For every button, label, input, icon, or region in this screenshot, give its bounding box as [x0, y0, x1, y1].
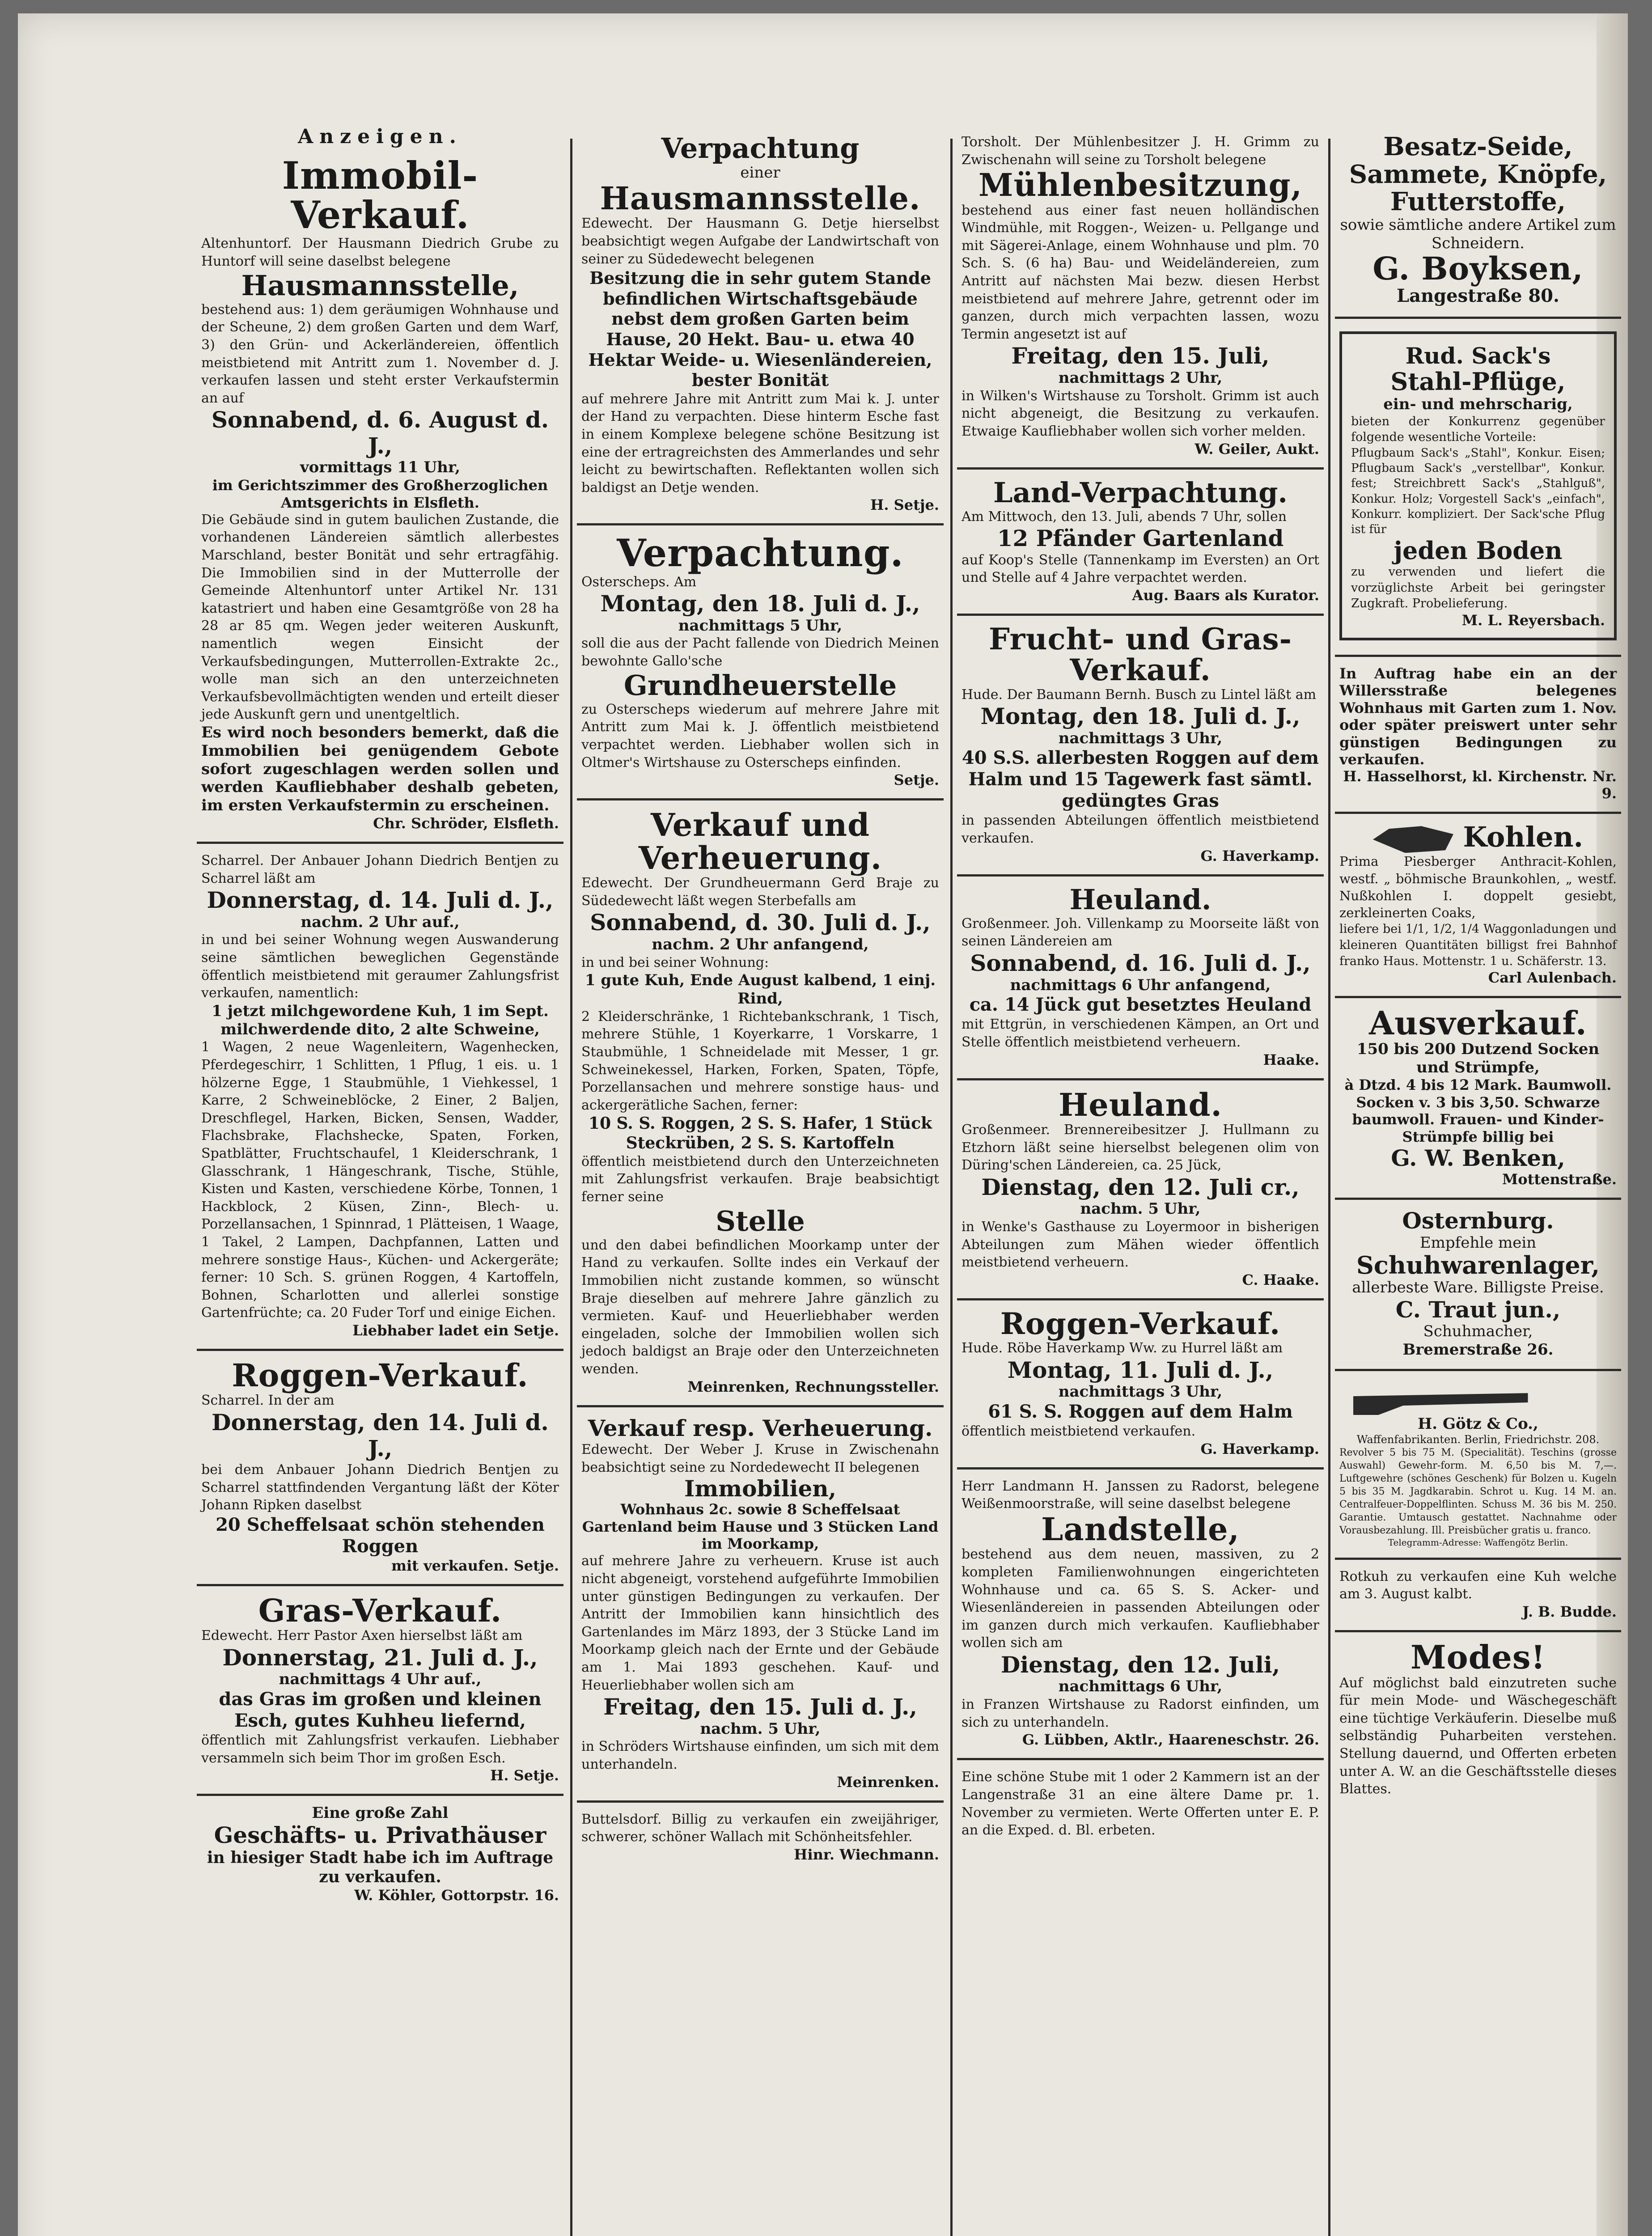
ad-modes	[1335, 1632, 1621, 1808]
ad-highlight: 61 S. S. Roggen auf dem Halm	[988, 1401, 1293, 1423]
ad-text: Hude. Röbe Haverkamp Ww. zu Hurrel läßt am	[962, 1340, 1283, 1356]
ad-text: Prima Piesberger Anthracit-Kohlen, westf. „ böhmische Braunkohlen, „ westf. Nußkohlen I. doppelt gesiebt, zerkleinerten Coaks,	[1339, 854, 1617, 921]
ad-wallach	[577, 1803, 944, 1873]
ad-roggen-verkauf-hude	[957, 1300, 1324, 1469]
ad-highlight: Besitzung die in sehr gutem Stande befindlichen Wirtschaftsgebäude nebst dem großen Garten beim Hause, 20 Hekt. Bau- u. etwa 40 Hektar Weide- u. Wiesenländereien, bester Bonität	[588, 268, 932, 390]
ad-waffen	[1335, 1371, 1621, 1560]
ad-date: Donnerstag, den 14. Juli d. J.,	[212, 1409, 549, 1461]
ad-signature: G. Haverkamp.	[1200, 847, 1319, 864]
ad-text: Pflugbaum Sack's „Stahl", Konkur. Eisen; Pflugbaum Sack's „verstellbar", Konkur. fest; Streichbrett Sack's „Stahlguß", Konkur. Holz; Vorgestell Sack's „einfach", Konkurr. kompliziert. Der Sack'sche Pflug ist für	[1351, 446, 1605, 537]
ad-text: in und bei seiner Wohnung wegen Auswanderung seine sämtlichen beweglichen Gegenstände öffentlich meistbietend mit geraumer Zahlungsfrist verkaufen, namentlich:	[201, 932, 559, 1001]
ad-signature: Aug. Baars als Kurator.	[1132, 586, 1319, 604]
ad-items: 1 gute Kuh, Ende August kalbend, 1 einj. Rind,	[585, 971, 936, 1008]
ad-signature: W. Köhler, Gottorpstr. 16.	[354, 1887, 559, 1904]
ad-date: Dienstag, den 12. Juli,	[1000, 1651, 1280, 1678]
ad-text: mit Ettgrün, in verschiedenen Kämpen, an Ort und Stelle öffentlich meistbietend verheuern.	[962, 1016, 1319, 1050]
ad-auction-scharrel	[197, 844, 563, 1351]
ad-stube	[957, 1760, 1324, 1849]
ad-land-verpachtung	[957, 470, 1324, 616]
column-2	[577, 125, 944, 2236]
ad-text: Altenhuntorf. Der Hausmann Diedrich Grube zu Huntorf will seine daselbst belegene	[201, 236, 559, 269]
ad-title: Roggen-Verkauf.	[1000, 1306, 1281, 1341]
ad-highlight: 12 Pfänder Gartenland	[997, 525, 1284, 552]
ad-text: Osterscheps. Am	[581, 574, 697, 590]
ad-text: in passenden Abteilungen öffentlich meistbietend verkaufen.	[962, 813, 1319, 847]
ad-headline: Hausmannsstelle,	[241, 269, 519, 302]
ad-title-text: Kohlen.	[1463, 821, 1584, 854]
ad-subtitle: ein- und mehrscharig,	[1383, 395, 1573, 413]
ad-signature: W. Geiler, Aukt.	[1195, 440, 1319, 457]
ad-time: nachmittags 3 Uhr,	[1058, 729, 1223, 747]
ad-title: Eine große Zahl	[312, 1804, 449, 1822]
column-rule	[1328, 139, 1330, 2236]
ad-signature: Meinrenken.	[837, 1773, 939, 1791]
ad-immobil-verkauf	[197, 148, 563, 844]
ad-signature: mit verkaufen. Setje.	[391, 1557, 559, 1574]
ad-text: 2 Kleiderschränke, 1 Richtebankschrank, 1 Tisch, mehrere Stühle, 1 Koyerkarre, 1 Vorskarre, 1 Staubmühle, 1 Schneidelade mit Messer, 1 gr. Schweinekessel, Harken, Forken, Spaten, Töpfe, Porzellansachen und mehrere sonstige haus- und ackergerätliche Sachen, ferner:	[581, 1008, 939, 1113]
column-4	[1335, 125, 1621, 2236]
ad-rotkuh	[1335, 1560, 1621, 1632]
section-label: Anzeigen.	[298, 125, 462, 148]
ad-text: Torsholt. Der Mühlenbesitzer J. H. Grimm zu Zwischenahn will seine zu Torsholt belegene	[962, 134, 1319, 168]
ad-title: Mühlenbesitzung,	[978, 166, 1302, 204]
ad-title: Besatz-Seide,	[1383, 132, 1573, 161]
ad-time: nachmittags 6 Uhr anfangend,	[1010, 976, 1271, 994]
ad-highlight: jeden Boden	[1394, 536, 1563, 565]
ad-signature: Hinr. Wiechmann.	[794, 1846, 939, 1863]
ad-signature: Carl Aulenbach.	[1488, 969, 1617, 987]
ad-company: H. Götz & Co.,	[1418, 1415, 1538, 1433]
ad-title	[1339, 822, 1617, 853]
rifle-icon	[1353, 1384, 1603, 1415]
ad-highlight: 20 Scheffelsaat schön stehenden Roggen	[216, 1514, 545, 1557]
ad-text: Herr Landmann H. Janssen zu Radorst, belegene Weißenmoorstraße, will seine daselbst belegene	[962, 1478, 1319, 1512]
ad-gras-verkauf	[197, 1586, 563, 1796]
ad-text: öffentlich mit Zahlungsfrist verkaufen. Liebhaber versammeln sich beim Thor im großen Esch.	[201, 1732, 559, 1766]
ad-kohlen	[1335, 814, 1621, 998]
ad-text: Großenmeer. Joh. Villenkamp zu Moorseite läßt von seinen Ländereien am	[962, 915, 1319, 949]
ad-date: Montag, den 18. Juli d. J.,	[980, 703, 1300, 730]
ad-signature: M. L. Reyersbach.	[1461, 611, 1605, 629]
ad-text: Die Gebäude sind in gutem baulichen Zustande, die vorhandenen Ländereien sämtlich allerbestes Marschland, bester Bonität und sehr ertragfähig. Die Immobilien sind in der Mutterrolle der Gemeinde Altenhuntorf unter Artikel Nr. 131 katastriert und haben eine Gesamtgröße von 28 ha 28 ar 85 qm. Wegen jeder weiteren Auskunft, namentlich wegen Einsicht der Verkaufsbedingungen, Mutterrollen-Extrakte 2c., wolle man sich an den unterzeichneten Verkaufsbevollmächtigten wenden und erteilt dieser jede Auskunft gern und unentgeltlich.	[201, 512, 559, 723]
ad-verpachtung-hausmannsstelle	[577, 125, 944, 525]
ad-street: Langestraße 80.	[1397, 285, 1559, 306]
ad-text: 1 Wagen, 2 neue Wagenleitern, Wagenhecken, Pferdegeschirr, 1 Schlitten, 1 Pflug, 1 eis. u. 1 hölzerne Egge, 1 Staubmühle, 1 Viehkessel, 1 Karre, 2 Schweineblöcke, 2 Einer, 2 Baljen, Dreschflegel, Harken, Bicken, Sensen, Wadder, Flachsbrake, Flachshecke, Spaten, Forken, Spatblätter, Fruchtschaufel, 1 Kleiderschrank, 1 Glasschrank, 1 Hängeschrank, Tische, Stühle, Kisten und Kasten, verschiedene Körbe, Tonnen, 1 Hackblock, 2 Küsen, Zinn-, Blech- u. Porzellansachen, 1 Spinnrad, 1 Plätteisen, 1 Waage, 1 Takel, 2 Lampen, Dachpfannen, Latten und mehrere sonstige Haus-, Küchen- und Ackergeräte; ferner: 10 Sch. S. grünen Roggen, 4 Kartoffeln, Bohnen, Scharlotten und allerlei sonstige Gartenfrüchte; ca. 20 Fuder Torf und einige Eichen.	[201, 1039, 559, 1321]
ad-text: auf Koop's Stelle (Tannenkamp im Eversten) an Ort und Stelle auf 4 Jahre verpachtet werden.	[962, 552, 1319, 586]
coal-cart-icon	[1373, 826, 1453, 853]
ad-text: Revolver 5 bis 75 M. (Specialität). Teschins (grosse Auswahl) Gewehr-form. M. 6,50 bis M. 7,—. Luftgewehre (schönes Geschenk) für Bolzen u. Kugeln 5 bis 35 M. Jagdkarabin. Schrot u. Kug. 14 M. an. Centralfeuer-Doppelflinten. Schuss M. 36 bis M. 250. Garantie. Umtausch gestattet. Nachnahme oder Vorausbezahlung. Ill. Preisbücher gratis u. franco.	[1339, 1447, 1617, 1536]
ad-highlight: ca. 14 Jück gut besetztes Heuland	[969, 994, 1312, 1016]
ad-date: Donnerstag, 21. Juli d. J.,	[222, 1644, 538, 1671]
ad-ausverkauf	[1335, 998, 1621, 1200]
ad-subtitle: einer	[740, 164, 780, 182]
ad-box	[1339, 331, 1617, 640]
ad-text: bestehend aus einer fast neuen holländischen Windmühle, mit Roggen-, Weizen- u. Pellgange und mit Sägerei-Anlage, einem Wohnhause und plm. 70 Sch. S. (6 ha) Bau- und Weideländereien, zum Antritt auf nächsten Mai bezw. diesen Herbst meistbietend auf mehrere Jahre, getrennt oder im ganzen, durch mich verpachten lassen, wozu Termin angesetzt ist auf	[962, 202, 1319, 342]
ad-wohnhaus	[1335, 657, 1621, 814]
ad-title: Heuland.	[1069, 883, 1211, 916]
ad-text: zu Osterscheps wiederum auf mehrere Jahre mit Antritt zum Mai k. J. öffentlich meistbietend verpachtet werden. Liebhaber wollen sich in Oltmer's Wirtshause zu Osterscheps einfinden.	[581, 701, 939, 771]
ad-date: Freitag, den 15. Juli d. J.,	[603, 1694, 917, 1720]
ad-street: Mottenstraße.	[1502, 1171, 1617, 1188]
column-rule	[570, 139, 572, 2236]
ad-time: nachmittags 3 Uhr,	[1058, 1383, 1223, 1401]
ad-time: nachmittags 4 Uhr auf.,	[279, 1670, 482, 1689]
column-1	[197, 125, 563, 2236]
ad-signature: C. Haake.	[1242, 1271, 1319, 1288]
ad-headline: Geschäfts- u. Privathäuser	[214, 1822, 546, 1849]
ad-date: Montag, den 18. Juli d. J.,	[600, 590, 920, 617]
ad-title: Frucht- und Gras-Verkauf.	[988, 621, 1292, 688]
ad-name: C. Traut jun.,	[1395, 1296, 1561, 1323]
ad-heuland-2	[957, 1080, 1324, 1300]
ad-signature: G. Lübben, Aktlr., Haareneschstr. 26.	[1022, 1731, 1319, 1749]
ad-headline: Stelle	[716, 1204, 805, 1237]
ad-time: nachmittags 2 Uhr,	[1058, 368, 1223, 387]
ad-text: öffentlich meistbietend durch den Unterzeichneten mit Zahlungsfrist verkaufen. Braje beabsichtigt ferner seine	[581, 1153, 939, 1205]
ad-text: à Dtzd. 4 bis 12 Mark. Baumwoll. Socken v. 3 bis 3,50. Schwarze baumwoll. Frauen- und Kinder-Strümpfe billig bei	[1344, 1076, 1612, 1145]
ad-title: Osternburg.	[1402, 1207, 1554, 1234]
column-3	[957, 125, 1324, 2236]
ad-text: auf mehrere Jahre mit Antritt zum Mai k. J. unter der Hand zu verpachten. Diese hinterm Esche fast in einem Komplexe belegene schöne Besitzung ist eine der ertragreichsten des Ammerlandes und sehr leicht zu bewirtschaften. Reflektanten wollen sich baldigst an Detje wenden.	[581, 391, 939, 495]
ad-text: Scharrel. Der Anbauer Johann Diedrich Bentjen zu Scharrel läßt am	[201, 853, 559, 886]
ad-date: Sonnabend, d. 6. August d. J.,	[211, 407, 549, 459]
ad-text: bieten der Konkurrenz gegenüber folgende wesentliche Vorteile:	[1351, 414, 1605, 445]
ad-title: Verkauf und Verheuerung.	[638, 806, 882, 877]
ad-text: Edewecht. Der Hausmann G. Detje hierselbst beabsichtigt wegen Aufgabe der Landwirtschaft von seiner zu Südedewecht belegenen	[581, 216, 939, 267]
ad-text: bei dem Anbauer Johann Diedrich Bentjen zu Scharrel stattfindenden Vergantung läßt der Köter Johann Ripken daselbst	[201, 1462, 559, 1513]
ad-signature: Setje.	[894, 771, 939, 789]
ad-headline: Schuhwarenlager,	[1356, 1250, 1600, 1279]
ad-name: G. Boyksen,	[1372, 250, 1584, 288]
ad-verkauf-resp-verheuerung	[577, 1407, 944, 1803]
ad-text: in hiesiger Stadt habe ich im Auftrage zu verkaufen.	[207, 1848, 554, 1886]
ad-text: In Auftrag habe ein an der Willersstraße belegenes Wohnhaus mit Garten zum 1. Nov. oder später preiswert unter sehr günstigen Bedingungen zu verkaufen.	[1339, 665, 1617, 768]
ad-signature: G. Haverkamp.	[1200, 1440, 1319, 1457]
ad-title: Heuland.	[1059, 1086, 1222, 1123]
ad-highlight: Wohnhaus 2c. sowie 8 Scheffelsaat Gartenland beim Hause und 3 Stücken Land im Moorkamp,	[582, 1501, 939, 1553]
ad-side-text: Telegramm-Adresse: Waffengötz Berlin.	[1388, 1537, 1568, 1548]
ad-text: öffentlich meistbietend verkaufen.	[962, 1423, 1196, 1440]
ad-roggen-verkauf	[197, 1351, 563, 1586]
ad-title: Rud. Sack's	[1405, 342, 1551, 369]
ad-text: Edewecht. Herr Pastor Axen hierselbst läßt am	[201, 1628, 523, 1644]
ad-time: nachm. 2 Uhr anfangend,	[652, 935, 869, 953]
ad-date: Sonnabend, d. 16. Juli d. J.,	[970, 950, 1311, 977]
ad-time: nachmittags 6 Uhr,	[1058, 1677, 1223, 1696]
ad-text: Großenmeer. Brennereibesitzer J. Hullmann zu Etzhorn läßt seine hierselbst belegenen olim von Düring'schen Ländereien, ca. 25 Jück,	[962, 1122, 1319, 1173]
ad-text: bestehend aus: 1) dem geräumigen Wohnhause und der Scheune, 2) dem großen Garten und dem Warf, 3) den Grün- und Ackerländereien, öffentlich meistbietend mit Antritt zum 1. November d. J. verkaufen lassen und steht erster Verkaufstermin an auf	[201, 301, 559, 406]
ad-signature: J. B. Budde.	[1522, 1603, 1617, 1621]
ad-signature: H. Setje.	[870, 496, 939, 514]
ad-text: liefere bei 1/1, 1/2, 1/4 Waggonladungen und kleineren Quantitäten billigst frei Bahnhof franko Haus. Mottenstr. 1 u. Schäferstr. 13.	[1339, 922, 1617, 968]
ad-date: Sonnabend, d. 30. Juli d. J.,	[590, 909, 931, 936]
ad-text: sowie sämtliche andere Artikel zum Schneidern.	[1340, 216, 1616, 252]
ad-title: Land-Verpachtung.	[993, 476, 1288, 509]
ad-text: und den dabei befindlichen Moorkamp unter der Hand zu verkaufen. Sollte indes ein Verkauf der Immobilien nicht zustande kommen, so wünscht Braje dieselben auf mehrere Jahre gänzlich zu vermieten. Kauf- und Heuerliebhaber werden eingeladen, solche der Immobilien wollen sich jedoch baldigst an Braje oder den Unterzeichneten wenden.	[581, 1237, 939, 1377]
ad-besatz-seide	[1335, 125, 1621, 319]
ad-title: Ausverkauf.	[1369, 1004, 1587, 1042]
ad-street: Bremerstraße 26.	[1402, 1341, 1554, 1359]
ad-text: Edewecht. Der Weber J. Kruse in Zwischenahn beabsichtigt seine zu Nordedewecht II belegenen	[581, 1442, 939, 1475]
column-rule	[950, 139, 953, 2236]
ad-stahl-pfluege	[1335, 319, 1621, 657]
ad-text: Buttelsdorf. Billig zu verkaufen ein zweijähriger, schwerer, schöner Wallach mit Schönheitsfehler.	[581, 1811, 939, 1845]
ad-time: vormittags 11 Uhr,	[300, 458, 461, 477]
ad-list: 10 S. S. Roggen, 2 S. S. Hafer, 1 Stück Steckrüben, 2 S. S. Kartoffeln	[588, 1114, 932, 1152]
ad-signature: Haake.	[1263, 1051, 1319, 1068]
ad-highlight: 40 S.S. allerbesten Roggen auf dem Halm und 15 Tagewerk fast sämtl. gedüngtes Gras	[962, 747, 1319, 812]
ad-title: Verpachtung	[661, 132, 860, 165]
ad-signature: H. Hasselhorst, kl. Kirchenstr. Nr. 9.	[1343, 768, 1617, 802]
ad-frucht-gras-verkauf	[957, 616, 1324, 877]
ad-subtitle: Empfehle mein	[1419, 1233, 1537, 1252]
ad-headline: Grundheuerstelle	[623, 669, 897, 702]
ad-text: Scharrel. In der am	[201, 1393, 335, 1409]
ad-bold-notice: Es wird noch besonders bemerkt, daß die Immobilien bei genügendem Gebote sofort zugeschlagen werden sollen und werden Kaufliebhaber deshalb gebeten, im ersten Verkaufstermin zu erscheinen.	[201, 724, 559, 815]
ad-text: 150 bis 200 Dutzend Socken und Strümpfe,	[1356, 1040, 1600, 1076]
ad-title: Stahl-Pflüge,	[1390, 367, 1566, 396]
ad-landstelle	[957, 1469, 1324, 1761]
ad-text: Edewecht. Der Grundheuermann Gerd Braje zu Südedewecht läßt wegen Sterbefalls am	[581, 875, 939, 909]
ad-text: allerbeste Ware. Billigste Preise.	[1352, 1279, 1604, 1297]
newspaper-page	[18, 13, 1628, 2236]
ad-title: Roggen-Verkauf.	[232, 1356, 529, 1394]
ad-text: in Wilken's Wirtshause zu Torsholt. Grimm ist auch nicht abgeneigt, die Besitzung zu verkaufen. Etwaige Kaufliebhaber wollen sich vorher melden.	[962, 388, 1319, 439]
ad-title: Landstelle,	[1041, 1510, 1240, 1548]
ad-text: in und bei seiner Wohnung:	[581, 954, 769, 970]
ad-role: Schuhmacher,	[1423, 1322, 1533, 1341]
ad-text: in Schröders Wirtshause einfinden, um sich mit dem unterhandeln.	[581, 1739, 939, 1773]
ad-date: Donnerstag, d. 14. Juli d. J.,	[207, 887, 554, 914]
ad-text: soll die aus der Pacht fallende von Diedrich Meinen bewohnte Gallo'sche	[581, 635, 939, 669]
ad-title: Modes!	[1410, 1638, 1546, 1677]
ad-text: in Wenke's Gasthause zu Loyermoor in bisherigen Abteilungen zum Mähen wieder öffentlich meistbietend verheuern.	[962, 1219, 1319, 1270]
ad-haeuser	[197, 1796, 563, 1914]
ad-text: Eine schöne Stube mit 1 oder 2 Kammern ist an der Langenstraße 31 an eine ältere Dame pr. 1. November zu vermieten. Werte Offerten unter E. P. an die Exped. d. Bl. erbeten.	[962, 1769, 1319, 1838]
ad-text: auf mehrere Jahre zu verheuern. Kruse ist auch nicht abgeneigt, vorstehend aufgeführte Immobilien unter günstigen Bedingungen zu verkaufen. Der Antritt der Immobilien kann hinsichtlich des Gartenlandes im März 1893, der 3 Stücke Land im Moorkamp gleich nach der Ernte und der Gebäude am 1. Mai 1893 geschehen. Kauf- und Heuerliebhaber wollen sich am	[581, 1553, 939, 1693]
ad-schuhwarenlager	[1335, 1200, 1621, 1371]
ad-muehlenbesitzung	[957, 125, 1324, 470]
ad-title: Futterstoffe,	[1390, 187, 1566, 217]
ad-text: zu verwenden und liefert die vorzüglichste Arbeit bei geringster Zugkraft. Probelieferung.	[1351, 565, 1605, 611]
ad-text: Auf möglichst bald einzutreten suche für mein Mode- und Wäschegeschäft eine tüchtige Verkäuferin. Dieselbe muß selbständig Puharbeiten verstehen. Stellung dauernd, und Offerten erbeten unter A. W. an die Geschäftsstelle dieses Blattes.	[1339, 1675, 1617, 1797]
ad-signature: Chr. Schröder, Elsfleth.	[373, 815, 559, 832]
ad-signature: H. Setje.	[490, 1767, 559, 1784]
ad-verkauf-verheuerung	[577, 800, 944, 1407]
ad-highlight: das Gras im großen und kleinen Esch, gutes Kuhheu liefernd,	[219, 1689, 542, 1732]
ad-text: in Franzen Wirtshause zu Radorst einfinden, um sich zu unterhandeln.	[962, 1697, 1319, 1730]
ad-place: im Gerichtszimmer des Großherzoglichen Amtsgerichts in Elsfleth.	[212, 477, 548, 511]
ad-time: nachm. 5 Uhr,	[1080, 1200, 1201, 1218]
ad-signature: Meinrenken, Rechnungssteller.	[687, 1378, 939, 1395]
ad-headline: Hausmannsstelle.	[600, 179, 921, 217]
ad-date: Freitag, den 15. Juli,	[1011, 343, 1270, 369]
ad-signature: Liebhaber ladet ein Setje.	[352, 1321, 559, 1339]
ad-date: Montag, 11. Juli d. J.,	[1007, 1356, 1274, 1383]
ad-text: Hude. Der Baumann Bernh. Busch zu Lintel läßt am	[962, 686, 1317, 703]
ad-time: nachmittags 5 Uhr,	[678, 616, 843, 635]
ad-text: Rotkuh zu verkaufen eine Kuh welche am 3. August kalbt.	[1339, 1568, 1617, 1602]
ad-line: Waffenfabrikanten. Berlin, Friedrichstr. 208.	[1356, 1433, 1600, 1446]
ad-title: Immobil-Verkauf.	[282, 153, 479, 237]
ad-title: Verkauf resp. Verheuerung.	[588, 1414, 933, 1441]
ad-time: nachm. 5 Uhr,	[700, 1719, 821, 1738]
ad-date: Dienstag, den 12. Juli cr.,	[981, 1173, 1300, 1200]
ad-text: Am Mittwoch, den 13. Juli, abends 7 Uhr, sollen	[962, 508, 1287, 525]
ad-title: Sammete, Knöpfe,	[1349, 159, 1607, 189]
ad-items: 1 jetzt milchgewordene Kuh, 1 im Sept. milchwerdende dito, 2 alte Schweine,	[212, 1002, 549, 1038]
ad-verpachtung-grundheuerstelle	[577, 525, 944, 800]
ad-title: Verpachtung.	[617, 531, 904, 576]
ad-title: Gras-Verkauf.	[258, 1592, 502, 1629]
ad-headline: Immobilien,	[684, 1475, 837, 1502]
ad-name: G. W. Benken,	[1391, 1144, 1565, 1171]
ad-text: bestehend aus dem neuen, massiven, zu 2 kompleten Familienwohnungen eingerichteten Wohnhause und ca. 65 S. S. Acker- und Wiesenländereien in passenden Abteilungen oder im ganzen durch mich verkaufen. Kaufliebhaber wollen sich am	[962, 1546, 1319, 1651]
ad-time: nachm. 2 Uhr auf.,	[301, 913, 460, 931]
ad-heuland-1	[957, 877, 1324, 1080]
